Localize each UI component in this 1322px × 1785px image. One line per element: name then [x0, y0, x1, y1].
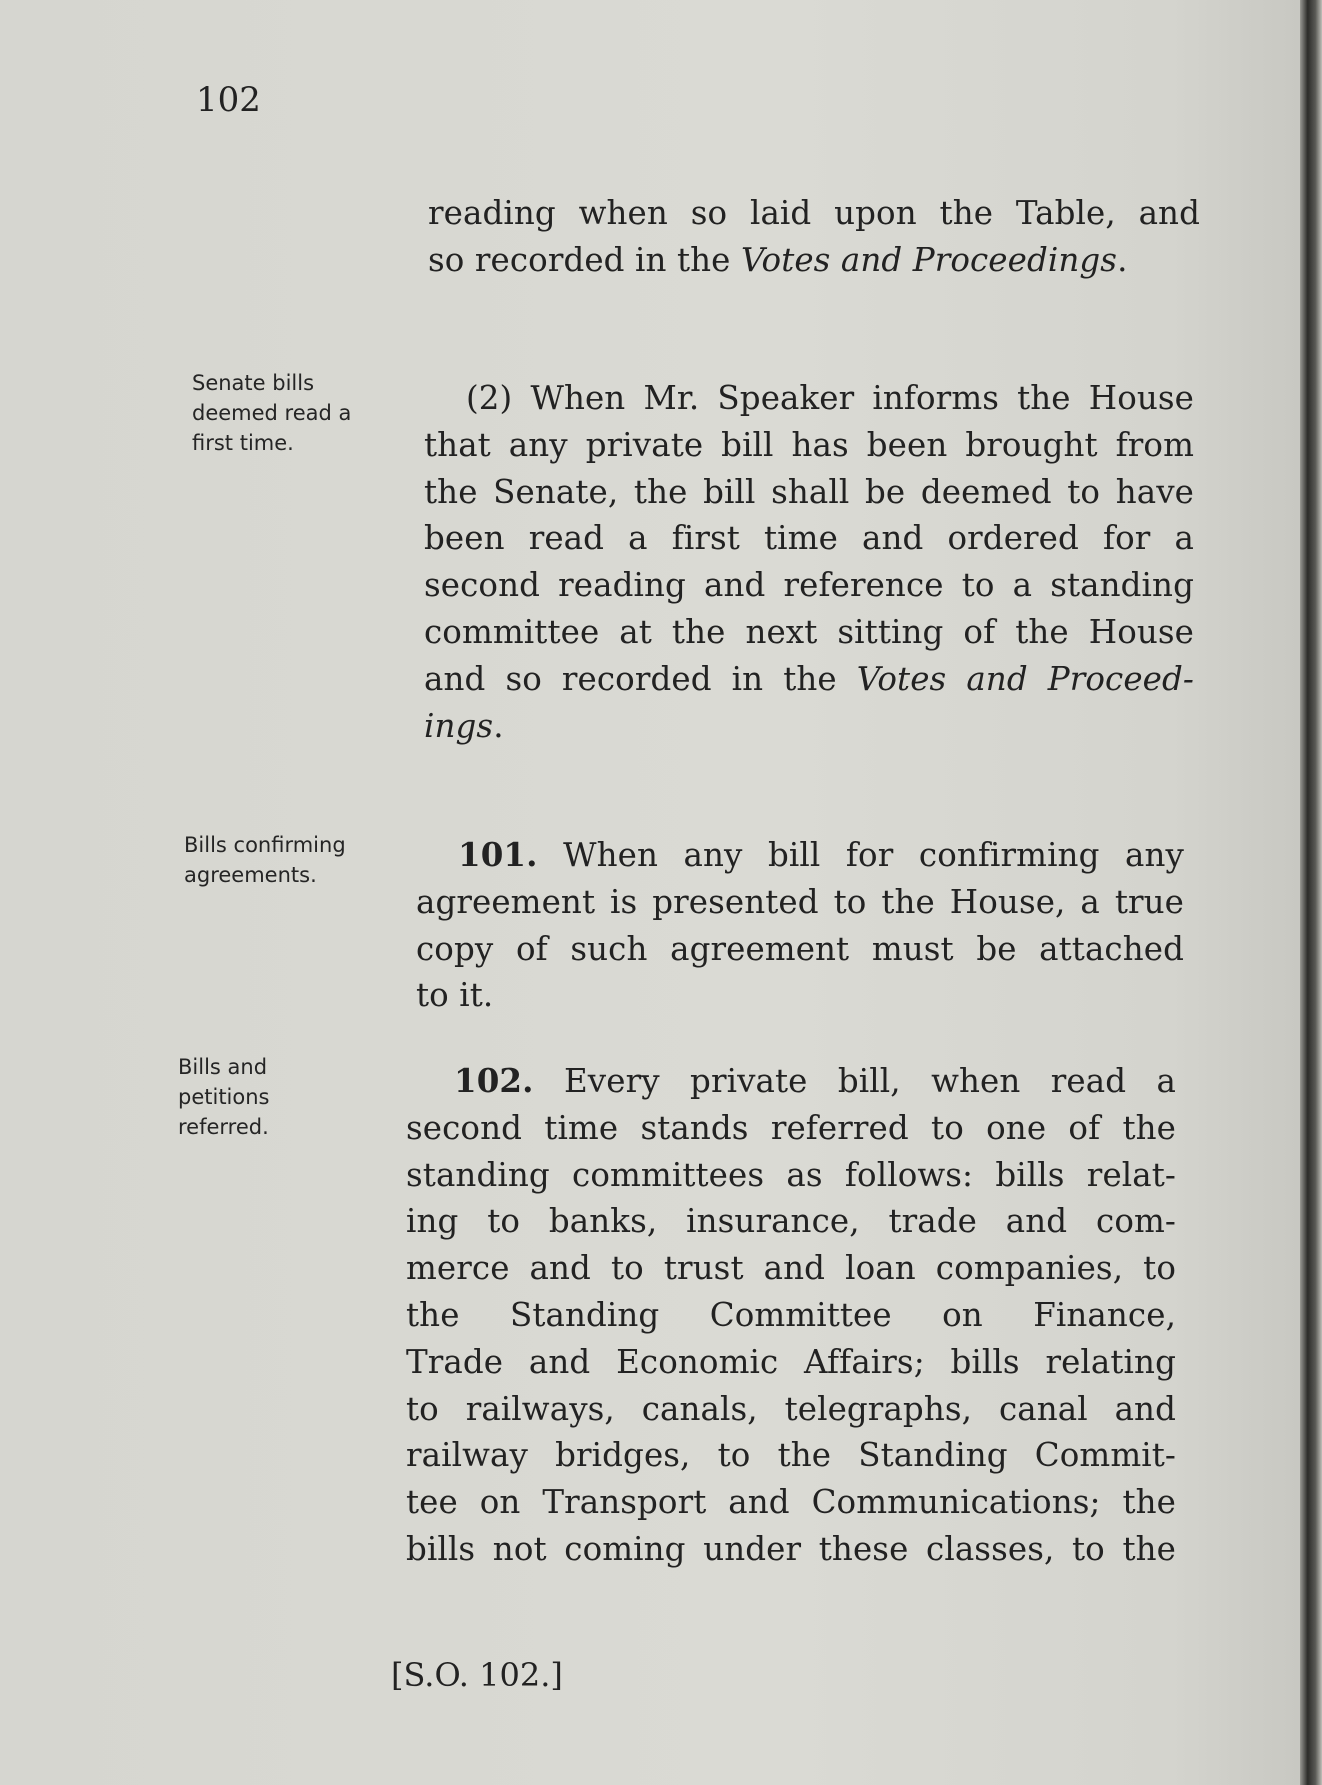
text-line: standing committees as follows: bills relat-: [406, 1155, 1176, 1194]
text-line: railway bridges, to the Standing Commit-: [406, 1436, 1176, 1475]
text-line: ings.: [424, 706, 504, 745]
italic-title: ings: [424, 706, 494, 745]
text-line: to it.: [416, 976, 494, 1015]
text-line: bills not coming under these classes, to the: [406, 1529, 1176, 1568]
text-line: [406, 1058, 1176, 1105]
sidenote-line: petitions: [178, 1085, 270, 1109]
text-line: committee at the next sitting of the House: [424, 612, 1194, 651]
italic-title: Votes and Proceedings: [740, 240, 1118, 279]
text-line: merce and to trust and loan companies, to: [406, 1249, 1176, 1288]
text-line: and so recorded in the Votes and Proceed-: [424, 659, 1195, 698]
text-line: been read a first time and ordered for a: [424, 519, 1194, 558]
text-line: that any private bill has been brought from: [424, 425, 1194, 464]
text-line: agreement is presented to the House, a true: [416, 882, 1184, 921]
sidenote-line: referred.: [178, 1115, 269, 1139]
text-line: (2) When Mr. Speaker informs the House: [466, 379, 1194, 417]
text-line: [416, 832, 1184, 879]
text-fragment: When any bill for confirming any: [563, 836, 1184, 874]
section-number: 102.: [454, 1061, 534, 1100]
text-line: Trade and Economic Affairs; bills relating: [406, 1342, 1176, 1381]
sidenote-line: Bills and: [178, 1055, 268, 1079]
continuation-paragraph: [428, 190, 1200, 284]
section-number: 101.: [458, 835, 538, 874]
text-line: so recorded in the Votes and Proceedings.: [428, 240, 1128, 279]
sidenote-line: agreements.: [184, 863, 317, 887]
text-line: ing to banks, insurance, trade and com-: [406, 1202, 1176, 1241]
text-line: to railways, canals, telegraphs, canal and: [406, 1389, 1176, 1428]
sidenote-line: Bills confirming: [184, 833, 346, 857]
sidenote-senate-bills: [192, 368, 351, 458]
text-line: tee on Transport and Communications; the: [406, 1483, 1176, 1522]
sidenote-line: Senate bills: [192, 371, 315, 395]
page-number: 102: [196, 80, 261, 120]
text-line: copy of such agreement must be attached: [416, 929, 1184, 968]
sidenote-bills-confirming: [184, 830, 346, 890]
page-edge-shadow: [1300, 0, 1322, 1785]
sidenote-line: first time.: [192, 431, 294, 455]
rule-102: [406, 1058, 1176, 1573]
text-line: the Senate, the bill shall be deemed to have: [424, 472, 1194, 511]
italic-title: Votes and Proceed-: [856, 659, 1195, 698]
text-line: second time stands referred to one of the: [406, 1108, 1176, 1147]
rule-101: [416, 832, 1184, 1019]
sidenote-bills-and-petitions: [178, 1052, 270, 1142]
sidenote-line: deemed read a: [192, 401, 352, 425]
text-fragment: Every private bill, when read a: [563, 1062, 1176, 1100]
text-line: the Standing Committee on Finance,: [406, 1295, 1176, 1334]
text-line: reading when so laid upon the Table, and: [428, 194, 1200, 232]
text-line: second reading and reference to a standing: [424, 566, 1194, 605]
paragraph-2: [424, 375, 1194, 749]
standing-order-reference: [S.O. 102.]: [391, 1656, 563, 1694]
